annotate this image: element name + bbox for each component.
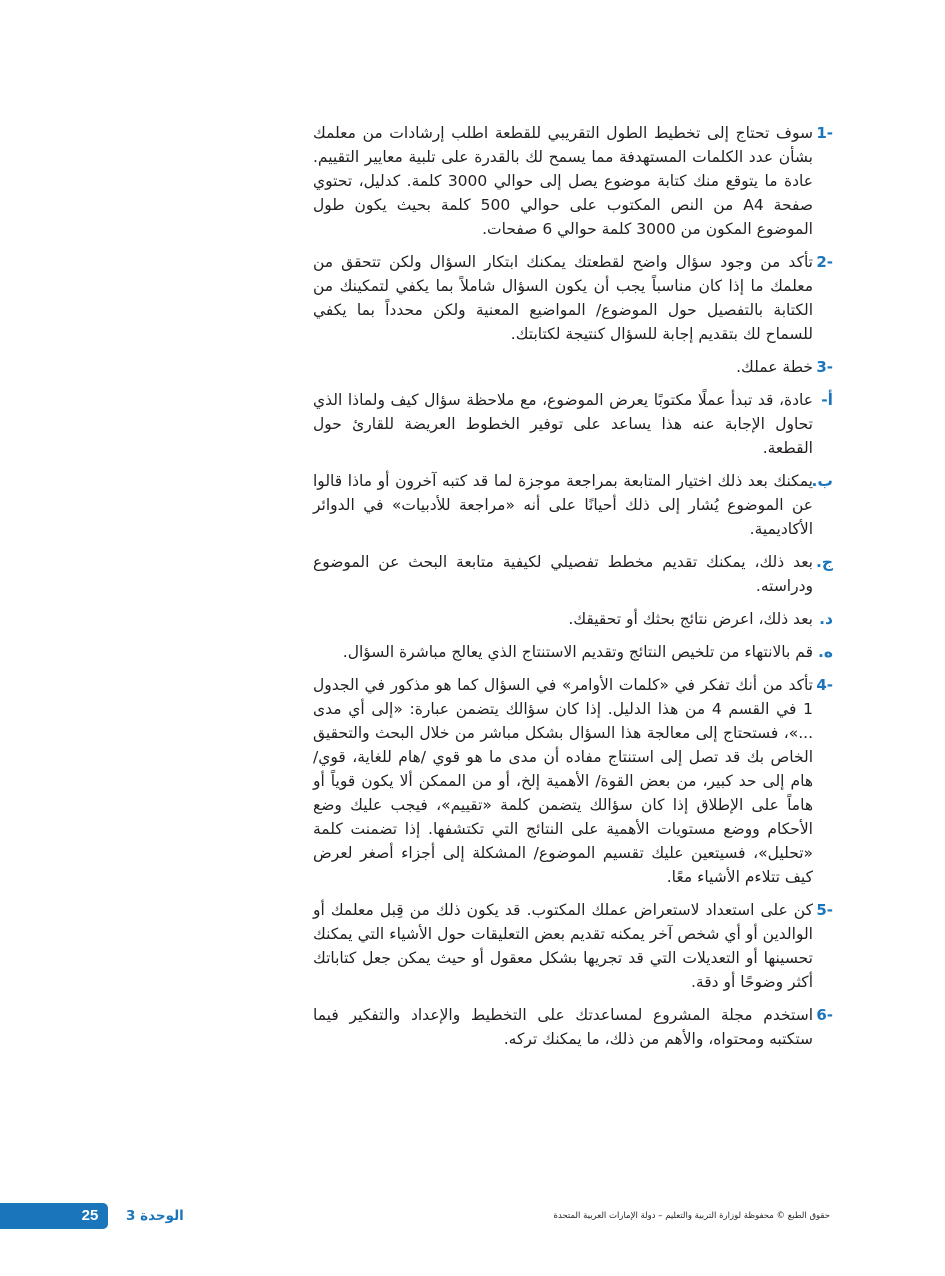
item-number: -5 bbox=[816, 901, 833, 919]
item-number: -4 bbox=[816, 676, 833, 694]
sub-item-b bbox=[313, 469, 833, 541]
list-item-1 bbox=[313, 121, 833, 241]
item-text: سوف تحتاج إلى تخطيط الطول التقريبي للقطعة اطلب إرشادات من معلمك بشأن عدد الكلمات المستهدفة مما يسمح لك بالقدرة على تلبية معايير التقييم. عادة ما يتوقع منك كتابة موضوع يصل إلى حوالي 3000 كلمة. كدليل، تحتوي صفحة A4 من النص المكتوب على حوالي 500 كلمة بحيث يكون طول الموضوع المكون من 3000 كلمة حوالي 6 صفحات. bbox=[313, 124, 814, 238]
sub-item-text: عادة، قد تبدأ عملًا مكتوبًا يعرض الموضوع، مع ملاحظة سؤال كيف ولماذا الذي تحاول الإجابة عنه هذا يساعد على توفير الخطوط العريضة للقارئ حول القطعة. bbox=[313, 391, 813, 457]
list-item-3 bbox=[313, 355, 833, 379]
item-text: تأكد من أنك تفكر في «كلمات الأوامر» في السؤال كما هو مذكور في الجدول 1 في القسم 4 من هذا الدليل. إذا كان سؤالك يتضمن عبارة: «إلى أي مدى ...»، فستحتاج إلى معالجة هذا السؤال بشكل مباشر من خلال البحث والتحقيق الخاص بك قد تصل إلى استنتاج مفاده أن مدى ما هو قوي /هام للغاية، قوي/ هام إلى حد كبير، من بعض القوة/ الأهمية إلخ، أو من الممكن ألا يكون قوياً أو هاماً على الإطلاق إذا كان سؤالك يتضمن كلمة «تقييم»، فيجب عليك وضع الأحكام ووضع مستويات الأهمية على النتائج التي تكتشفها. إذا تضمنت كلمة «تحليل»، فسيتعين عليك تقسيم الموضوع/ المشكلة إلى أجزاء أصغر لعرض كيف تتلاءم الأشياء معًا. bbox=[313, 676, 813, 886]
sub-item-d bbox=[313, 607, 833, 631]
list-item-6 bbox=[313, 1003, 833, 1051]
list-item-5 bbox=[313, 898, 833, 994]
item-text: استخدم مجلة المشروع لمساعدتك على التخطيط والإعداد والتفكير فيما ستكتبه ومحتواه، والأهم من ذلك، ما يمكنك تركه. bbox=[313, 1006, 813, 1048]
item-text: خطة عملك. bbox=[736, 358, 813, 376]
sub-item-text: بعد ذلك، اعرض نتائج بحثك أو تحقيقك. bbox=[568, 610, 813, 628]
sub-item-a bbox=[313, 388, 833, 460]
item-text: تأكد من وجود سؤال واضح لقطعتك يمكنك ابتكار السؤال ولكن تتحقق من معلمك ما إذا كان مناسباً يجب أن يكون السؤال شاملاً بما يكفي لتمكينك من الكتابة بالتفصيل حول الموضوع/ المواضيع المعنية ولكن محدداً بما يكفي للسماح لك بتقديم إجابة للسؤال كنتيجة لكتابتك. bbox=[313, 253, 813, 343]
page-number: 25 bbox=[81, 1207, 99, 1224]
sub-item-text: قم بالانتهاء من تلخيص النتائج وتقديم الاستنتاج الذي يعالج مباشرة السؤال. bbox=[342, 643, 813, 661]
item-number: -1 bbox=[816, 124, 833, 142]
copyright-notice: حقوق الطبع © محفوظة لوزارة التربية والتعليم – دولة الإمارات العربية المتحدة bbox=[553, 1211, 830, 1221]
sub-item-letter: ب. bbox=[811, 472, 833, 490]
sub-item-letter: د. bbox=[819, 610, 833, 628]
list-item-4 bbox=[313, 673, 833, 889]
item-number: -6 bbox=[816, 1006, 833, 1024]
sub-item-letter: ه. bbox=[817, 643, 833, 661]
item-number: -3 bbox=[816, 358, 833, 376]
item-number: -2 bbox=[816, 253, 833, 271]
sub-item-e bbox=[313, 640, 833, 664]
sub-item-text: بعد ذلك، يمكنك تقديم مخطط تفصيلي لكيفية متابعة البحث عن الموضوع ودراسته. bbox=[313, 553, 813, 595]
unit-label: الوحدة 3 bbox=[126, 1208, 184, 1224]
sub-item-text: يمكنك بعد ذلك اختيار المتابعة بمراجعة موجزة لما قد كتبه آخرون أو ماذا قالوا عن الموضوع يُشار إلى ذلك أحيانًا على أنه «مراجعة للأدبيات» في الدوائر الأكاديمية. bbox=[313, 472, 813, 538]
main-content bbox=[313, 121, 833, 1060]
sub-item-letter: ج. bbox=[815, 553, 833, 571]
item-text: كن على استعداد لاستعراض عملك المكتوب. قد يكون ذلك من قِبل معلمك أو الوالدين أو أي شخص آخر يمكنه تقديم بعض التعليقات حول الأشياء التي يمكنك تحسينها أو التعديلات التي قد تجريها بشكل معقول أو حيث يمكن جعل كتاباتك أكثر وضوحًا أو دقة. bbox=[313, 901, 813, 991]
sub-item-letter: أ- bbox=[821, 391, 833, 409]
list-item-2 bbox=[313, 250, 833, 346]
sub-item-c bbox=[313, 550, 833, 598]
